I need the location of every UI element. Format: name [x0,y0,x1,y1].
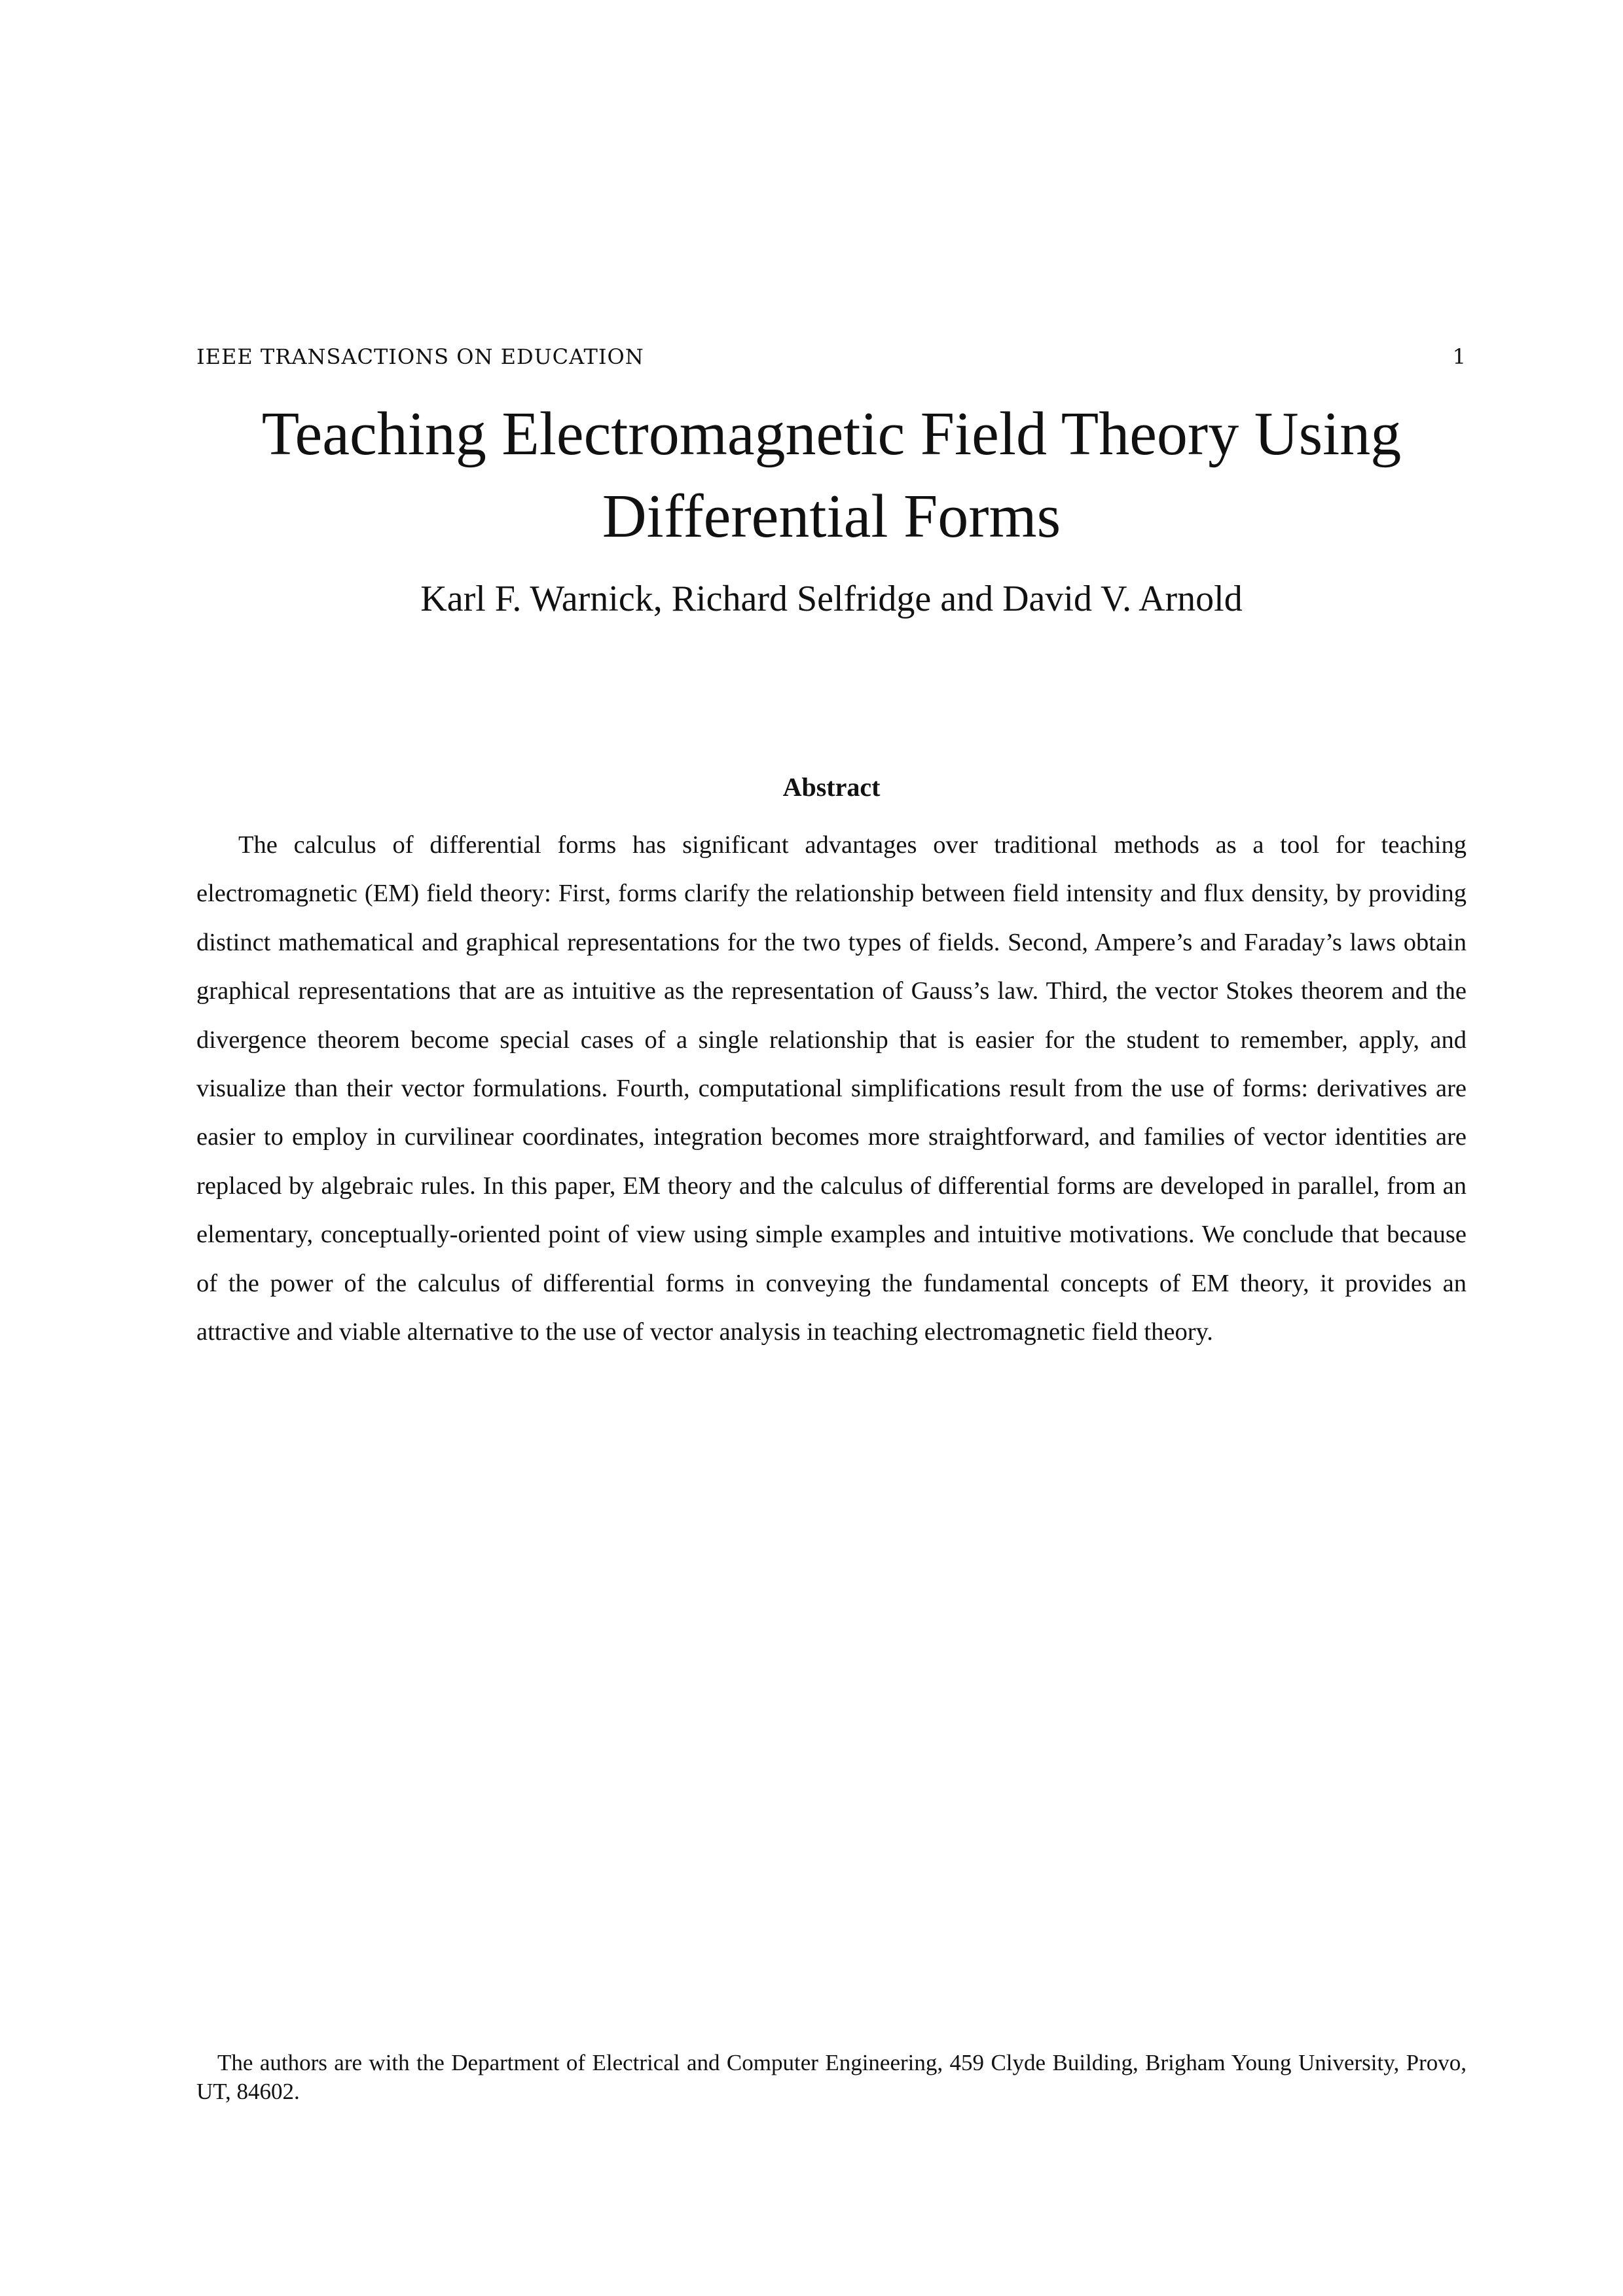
abstract-heading: Abstract [782,772,881,802]
journal-name: IEEE TRANSACTIONS ON EDUCATION [196,344,644,369]
author-affiliation-footnote: The authors are with the Department of Electrical and Computer Engineering, 459 Clyde Building, Brigham Young University, Provo, UT, 84602. [196,2050,1467,2104]
author-list: Karl F. Warnick, Richard Selfridge and David V. Arnold [420,579,1243,619]
paper-title: Teaching Electromagnetic Field Theory Using Differential Forms [261,400,1402,550]
running-head [196,344,1467,370]
page-number: 1 [1452,344,1467,369]
abstract-body: The calculus of differential forms has significant advantages over traditional methods as a tool for teaching electromagnetic (EM) field theory: First, forms clarify the relationship between field intensity and flux density, by providing distinct mathematical and graphical representations for the two types of fields. Second, Ampere’s and Faraday’s laws obtain graphical representations that are as intuitive as the representation of Gauss’s law. Third, the vector Stokes theorem and the divergence theorem become special cases of a single relationship that is easier for the student to remember, apply, and visualize than their vector formulations. Fourth, computational simplifications result from the use of forms: derivatives are easier to employ in curvilinear coordinates, integration becomes more straightforward, and families of vector identities are replaced by algebraic rules. In this paper, EM theory and the calculus of differential forms are developed in parallel, from an elementary, conceptually-oriented point of view using simple examples and intuitive motivations. We conclude that because of the power of the calculus of differential forms in conveying the fundamental concepts of EM theory, it provides an attractive and viable alternative to the use of vector analysis in teaching electromagnetic field theory. [196,831,1467,1346]
